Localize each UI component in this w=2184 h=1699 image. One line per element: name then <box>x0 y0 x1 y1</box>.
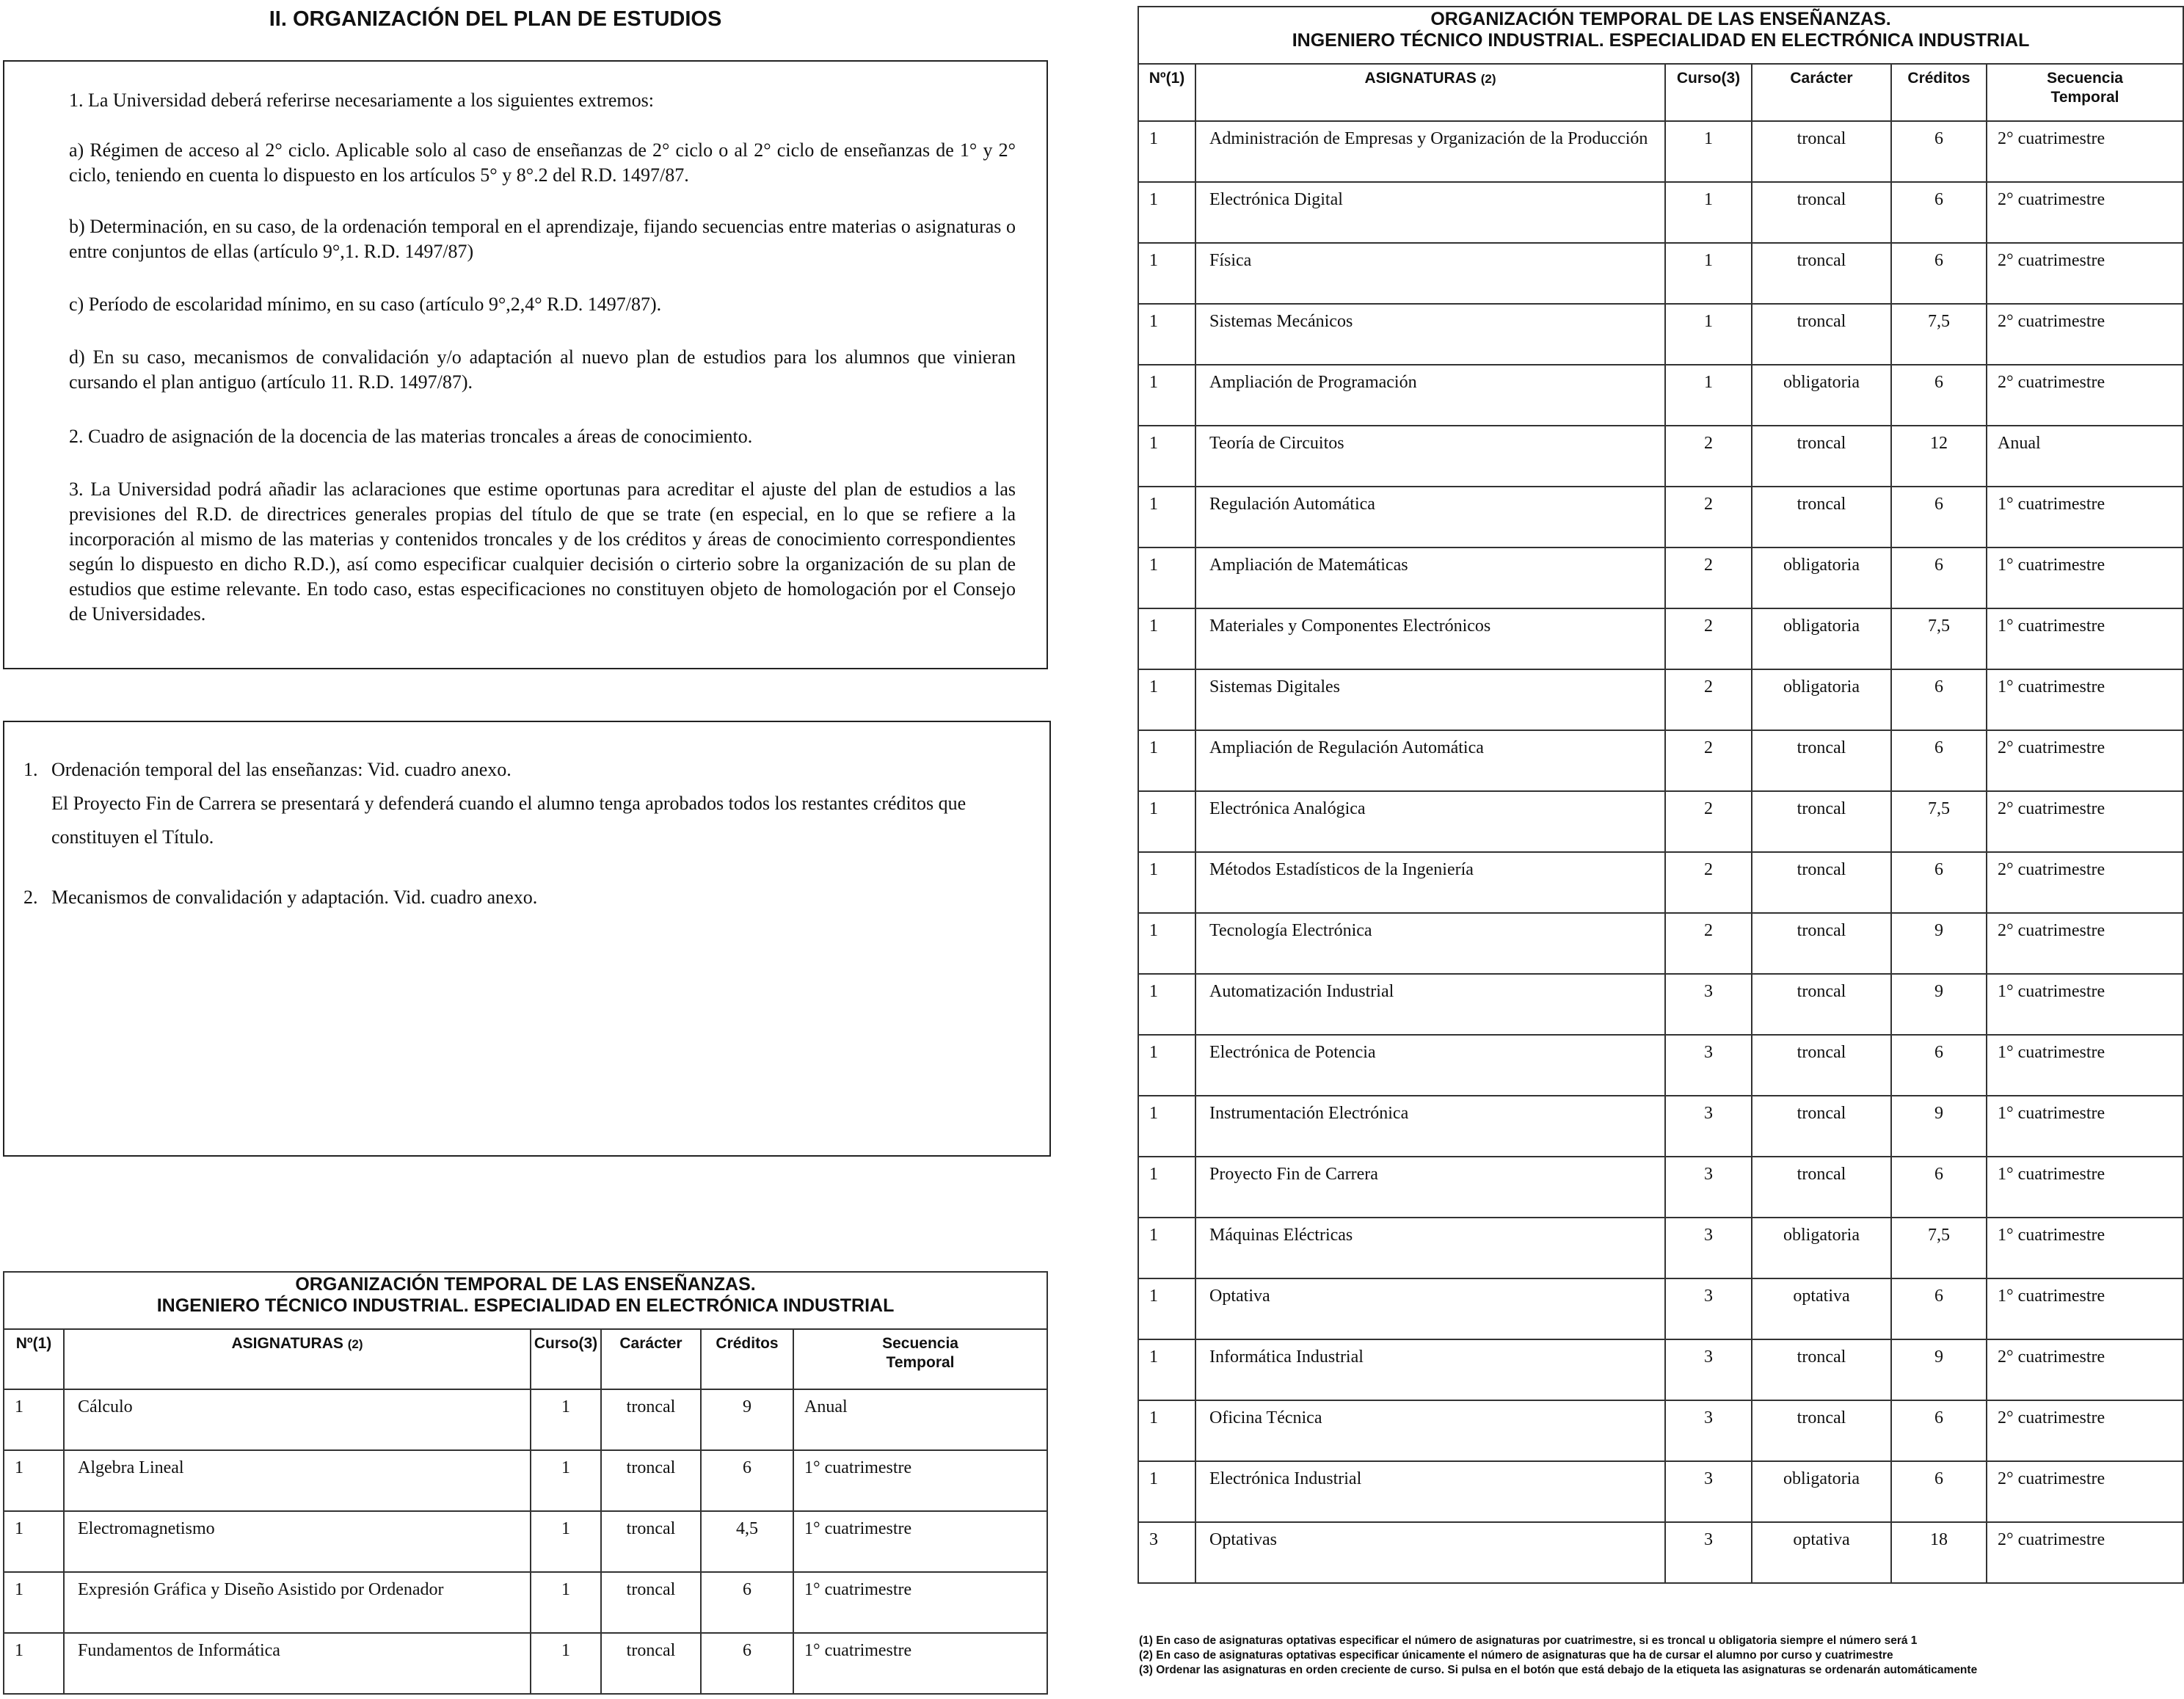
row-creditos: 9 <box>1891 1339 1987 1400</box>
table-row <box>1138 730 2183 791</box>
table-row <box>1138 304 2183 365</box>
row-asignatura: Ampliación de Programación <box>1195 365 1665 426</box>
row-caracter: obligatoria <box>1752 1461 1891 1522</box>
row-number: 1 <box>4 1572 64 1633</box>
row-creditos: 6 <box>1891 487 1987 547</box>
requirements-intro: 1. La Universidad deberá referirse necesariamente a los siguientes extremos: <box>69 90 654 111</box>
row-asignatura: Electrónica Analógica <box>1195 791 1665 852</box>
row-secuencia: 2° cuatrimestre <box>1987 1400 2183 1461</box>
row-curso: 1 <box>531 1450 601 1511</box>
row-caracter: troncal <box>1752 1096 1891 1157</box>
row-creditos: 12 <box>1891 426 1987 487</box>
row-caracter: troncal <box>601 1572 701 1633</box>
row-curso: 2 <box>1665 487 1752 547</box>
row-secuencia: 1° cuatrimestre <box>793 1450 1047 1511</box>
row-caracter: troncal <box>601 1511 701 1572</box>
table-row <box>1138 1035 2183 1096</box>
row-caracter: obligatoria <box>1752 669 1891 730</box>
requirement-2: 2. Cuadro de asignación de la docencia de las materias troncales a áreas de conocimiento. <box>69 426 753 447</box>
row-secuencia: 1° cuatrimestre <box>1987 1218 2183 1278</box>
row-creditos: 7,5 <box>1891 608 1987 669</box>
table-left-body <box>4 1389 1047 1694</box>
row-creditos: 6 <box>1891 243 1987 304</box>
row-asignatura: Oficina Técnica <box>1195 1400 1665 1461</box>
row-curso: 2 <box>1665 791 1752 852</box>
note-2-number: 2. <box>23 887 38 908</box>
row-creditos: 6 <box>1891 852 1987 913</box>
row-curso: 3 <box>1665 1278 1752 1339</box>
footnote-3: (3) Ordenar las asignaturas en orden creciente de curso. Si pulsa en el botón que está debajo de la etiqueta las asignaturas se ordenarán automáticamente <box>1139 1664 1978 1676</box>
row-curso: 1 <box>531 1389 601 1450</box>
table-row <box>1138 365 2183 426</box>
row-number: 1 <box>1138 365 1195 426</box>
row-curso: 3 <box>1665 1461 1752 1522</box>
row-number: 1 <box>1138 852 1195 913</box>
header-curso: Curso(3) <box>531 1329 601 1389</box>
row-curso: 3 <box>1665 1096 1752 1157</box>
header-secuencia-line-1: Secuencia <box>882 1335 958 1352</box>
table-row <box>4 1633 1047 1694</box>
row-secuencia: 2° cuatrimestre <box>1987 730 2183 791</box>
row-caracter: optativa <box>1752 1278 1891 1339</box>
row-number: 1 <box>1138 182 1195 243</box>
row-secuencia: 1° cuatrimestre <box>793 1633 1047 1694</box>
row-asignatura: Física <box>1195 243 1665 304</box>
row-number: 1 <box>1138 1096 1195 1157</box>
table-row <box>1138 1218 2183 1278</box>
row-caracter: obligatoria <box>1752 1218 1891 1278</box>
row-creditos: 6 <box>1891 182 1987 243</box>
row-caracter: troncal <box>1752 1035 1891 1096</box>
row-caracter: troncal <box>1752 730 1891 791</box>
row-curso: 3 <box>1665 1035 1752 1096</box>
row-asignatura: Ampliación de Matemáticas <box>1195 547 1665 608</box>
row-number: 1 <box>4 1633 64 1694</box>
header-curso: Curso(3) <box>1665 64 1752 121</box>
row-asignatura: Administración de Empresas y Organización de la Producción <box>1195 121 1665 182</box>
row-number: 1 <box>1138 1461 1195 1522</box>
row-number: 1 <box>1138 304 1195 365</box>
row-creditos: 6 <box>1891 1157 1987 1218</box>
header-secuencia-line-1: Secuencia <box>2047 70 2123 87</box>
table-row <box>1138 1096 2183 1157</box>
row-number: 1 <box>1138 913 1195 974</box>
table-row <box>4 1450 1047 1511</box>
row-creditos: 6 <box>1891 547 1987 608</box>
row-caracter: troncal <box>601 1633 701 1694</box>
row-caracter: troncal <box>1752 243 1891 304</box>
header-asignaturas-label: ASIGNATURAS <box>231 1335 343 1352</box>
row-creditos: 6 <box>1891 121 1987 182</box>
row-secuencia: 2° cuatrimestre <box>1987 365 2183 426</box>
footnote-2: (2) En caso de asignaturas optativas especificar únicamente el número de asignaturas que ha de cursar el alumno por curso y cuatrimestre <box>1139 1649 1893 1662</box>
row-creditos: 6 <box>701 1572 793 1633</box>
row-asignatura: Máquinas Eléctricas <box>1195 1218 1665 1278</box>
header-secuencia-line-2: Temporal <box>2050 89 2119 106</box>
row-number: 1 <box>1138 1400 1195 1461</box>
table-row <box>1138 547 2183 608</box>
row-asignatura: Optativa <box>1195 1278 1665 1339</box>
row-asignatura: Electromagnetismo <box>64 1511 531 1572</box>
row-creditos: 7,5 <box>1891 304 1987 365</box>
row-number: 1 <box>1138 426 1195 487</box>
notes-box <box>3 721 1051 1157</box>
row-creditos: 6 <box>1891 1400 1987 1461</box>
header-secuencia-line-2: Temporal <box>886 1354 955 1371</box>
header-asignaturas-ref: (2) <box>347 1337 363 1351</box>
requirement-a: a) Régimen de acceso al 2° ciclo. Aplicable solo al caso de enseñanzas de 2° ciclo o al 2° ciclo de enseñanzas de 1° y 2° ciclo, teniendo en cuenta lo dispuesto en los artículos 5° y 8°.2 del R.D. 1497/87. <box>69 139 1016 186</box>
row-asignatura: Expresión Gráfica y Diseño Asistido por Ordenador <box>64 1572 531 1633</box>
row-number: 1 <box>4 1389 64 1450</box>
row-asignatura: Métodos Estadísticos de la Ingeniería <box>1195 852 1665 913</box>
row-asignatura: Proyecto Fin de Carrera <box>1195 1157 1665 1218</box>
table-row <box>1138 121 2183 182</box>
table-right-title-line-1: ORGANIZACIÓN TEMPORAL DE LAS ENSEÑANZAS. <box>1430 9 1891 29</box>
header-secuencia <box>1987 64 2183 121</box>
header-secuencia <box>793 1329 1047 1389</box>
header-asignaturas <box>1195 64 1665 121</box>
row-curso: 2 <box>1665 608 1752 669</box>
row-creditos: 7,5 <box>1891 1218 1987 1278</box>
row-number: 1 <box>1138 974 1195 1035</box>
row-number: 1 <box>1138 1218 1195 1278</box>
footnote-1: (1) En caso de asignaturas optativas especificar el número de asignaturas por cuatrimestre, si es troncal u obligatoria siempre el número será 1 <box>1139 1634 1918 1647</box>
row-number: 1 <box>1138 1278 1195 1339</box>
row-curso: 1 <box>1665 365 1752 426</box>
row-asignatura: Teoría de Circuitos <box>1195 426 1665 487</box>
row-curso: 1 <box>531 1572 601 1633</box>
row-secuencia: 2° cuatrimestre <box>1987 1522 2183 1583</box>
row-number: 1 <box>1138 669 1195 730</box>
table-row <box>1138 852 2183 913</box>
row-number: 1 <box>1138 1035 1195 1096</box>
row-curso: 2 <box>1665 730 1752 791</box>
row-creditos: 9 <box>1891 1096 1987 1157</box>
table-row <box>1138 426 2183 487</box>
row-asignatura: Cálculo <box>64 1389 531 1450</box>
row-secuencia: 1° cuatrimestre <box>1987 1278 2183 1339</box>
row-creditos: 6 <box>701 1450 793 1511</box>
row-number: 1 <box>1138 547 1195 608</box>
row-creditos: 6 <box>1891 365 1987 426</box>
row-number: 1 <box>1138 1339 1195 1400</box>
table-row <box>1138 243 2183 304</box>
row-curso: 1 <box>1665 243 1752 304</box>
row-caracter: troncal <box>1752 913 1891 974</box>
table-right-title <box>1138 7 2183 64</box>
row-secuencia: 1° cuatrimestre <box>1987 547 2183 608</box>
row-curso: 1 <box>531 1511 601 1572</box>
row-number: 3 <box>1138 1522 1195 1583</box>
requirement-c: c) Período de escolaridad mínimo, en su caso (artículo 9°,2,4° R.D. 1497/87). <box>69 294 662 315</box>
row-caracter: obligatoria <box>1752 365 1891 426</box>
table-row <box>4 1511 1047 1572</box>
row-asignatura: Electrónica de Potencia <box>1195 1035 1665 1096</box>
row-creditos: 4,5 <box>701 1511 793 1572</box>
table-left <box>3 1271 1048 1695</box>
row-secuencia: Anual <box>1987 426 2183 487</box>
row-secuencia: 1° cuatrimestre <box>1987 1096 2183 1157</box>
note-1-line-a: Ordenación temporal del las enseñanzas: Vid. cuadro anexo. <box>51 759 512 780</box>
row-secuencia: 1° cuatrimestre <box>1987 974 2183 1035</box>
table-row <box>1138 1522 2183 1583</box>
row-number: 1 <box>1138 121 1195 182</box>
header-caracter: Carácter <box>601 1329 701 1389</box>
row-number: 1 <box>1138 791 1195 852</box>
table-row <box>1138 1339 2183 1400</box>
table-row <box>1138 791 2183 852</box>
row-creditos: 6 <box>1891 1461 1987 1522</box>
row-secuencia: 2° cuatrimestre <box>1987 1339 2183 1400</box>
row-number: 1 <box>1138 1157 1195 1218</box>
requirement-3: 3. La Universidad podrá añadir las aclaraciones que estime oportunas para acreditar el ajuste del plan de estudios a las previsiones del R.D. de directrices generales propias del título de que se trate (en especial, en lo que se refiere a la incorporación al mismo de las materias y contenidos troncales y de los créditos y áreas de conocimiento correspondientes según lo dispuesto en dicho R.D.), así como especificar cualquier decisión o cirterio sobre la organización de su plan de estudios que estime relevante. En todo caso, estas especificaciones no constituyen objeto de homologación por el Consejo de Universidades. <box>69 479 1016 625</box>
row-asignatura: Automatización Industrial <box>1195 974 1665 1035</box>
row-caracter: obligatoria <box>1752 608 1891 669</box>
row-curso: 1 <box>1665 182 1752 243</box>
table-row <box>1138 913 2183 974</box>
row-asignatura: Tecnología Electrónica <box>1195 913 1665 974</box>
table-left-title-line-2: INGENIERO TÉCNICO INDUSTRIAL. ESPECIALIDAD EN ELECTRÓNICA INDUSTRIAL <box>156 1295 895 1316</box>
row-asignatura: Informática Industrial <box>1195 1339 1665 1400</box>
row-curso: 3 <box>1665 1157 1752 1218</box>
row-asignatura: Optativas <box>1195 1522 1665 1583</box>
row-secuencia: 2° cuatrimestre <box>1987 1461 2183 1522</box>
note-1-text <box>51 753 1020 854</box>
row-secuencia: 2° cuatrimestre <box>1987 852 2183 913</box>
header-asignaturas-label: ASIGNATURAS <box>1364 70 1477 87</box>
footnotes <box>1139 1634 2174 1678</box>
row-curso: 1 <box>1665 304 1752 365</box>
row-curso: 1 <box>531 1633 601 1694</box>
requirements-box <box>3 60 1048 669</box>
note-1-number: 1. <box>23 759 38 780</box>
row-caracter: troncal <box>601 1389 701 1450</box>
row-curso: 3 <box>1665 1400 1752 1461</box>
row-creditos: 6 <box>1891 730 1987 791</box>
row-secuencia: 2° cuatrimestre <box>1987 243 2183 304</box>
table-row <box>1138 608 2183 669</box>
row-curso: 1 <box>1665 121 1752 182</box>
row-creditos: 18 <box>1891 1522 1987 1583</box>
row-curso: 2 <box>1665 913 1752 974</box>
row-secuencia: 2° cuatrimestre <box>1987 913 2183 974</box>
row-caracter: troncal <box>1752 304 1891 365</box>
row-number: 1 <box>1138 730 1195 791</box>
header-asignaturas <box>64 1329 531 1389</box>
header-num: Nº(1) <box>4 1329 64 1389</box>
table-row <box>4 1389 1047 1450</box>
row-number: 1 <box>1138 487 1195 547</box>
note-2-text: Mecanismos de convalidación y adaptación. Vid. cuadro anexo. <box>51 887 538 908</box>
row-secuencia: 1° cuatrimestre <box>793 1511 1047 1572</box>
row-creditos: 9 <box>1891 913 1987 974</box>
table-row <box>1138 669 2183 730</box>
row-curso: 3 <box>1665 1339 1752 1400</box>
row-caracter: troncal <box>1752 1339 1891 1400</box>
row-caracter: troncal <box>1752 1157 1891 1218</box>
row-creditos: 9 <box>701 1389 793 1450</box>
table-right-title-line-2: INGENIERO TÉCNICO INDUSTRIAL. ESPECIALIDAD EN ELECTRÓNICA INDUSTRIAL <box>1292 30 2030 51</box>
row-number: 1 <box>1138 608 1195 669</box>
table-row <box>1138 182 2183 243</box>
table-row <box>1138 487 2183 547</box>
row-caracter: troncal <box>1752 426 1891 487</box>
row-caracter: obligatoria <box>1752 547 1891 608</box>
row-number: 1 <box>4 1450 64 1511</box>
row-caracter: troncal <box>1752 182 1891 243</box>
row-secuencia: 1° cuatrimestre <box>1987 669 2183 730</box>
table-row <box>1138 1278 2183 1339</box>
row-asignatura: Sistemas Digitales <box>1195 669 1665 730</box>
table-right-body <box>1138 121 2183 1583</box>
header-num: Nº(1) <box>1138 64 1195 121</box>
row-secuencia: Anual <box>793 1389 1047 1450</box>
header-asignaturas-ref: (2) <box>1480 72 1496 86</box>
row-curso: 2 <box>1665 547 1752 608</box>
row-caracter: troncal <box>1752 487 1891 547</box>
table-row <box>1138 1157 2183 1218</box>
row-caracter: optativa <box>1752 1522 1891 1583</box>
requirement-b: b) Determinación, en su caso, de la ordenación temporal en el aprendizaje, fijando secuencias entre materias o asignaturas o entre conjuntos de ellas (artículo 9°,1. R.D. 1497/87) <box>69 216 1016 262</box>
row-secuencia: 1° cuatrimestre <box>1987 608 2183 669</box>
row-creditos: 6 <box>1891 1278 1987 1339</box>
row-secuencia: 2° cuatrimestre <box>1987 182 2183 243</box>
row-asignatura: Fundamentos de Informática <box>64 1633 531 1694</box>
row-caracter: troncal <box>601 1450 701 1511</box>
row-caracter: troncal <box>1752 791 1891 852</box>
row-asignatura: Electrónica Industrial <box>1195 1461 1665 1522</box>
row-number: 1 <box>4 1511 64 1572</box>
row-secuencia: 2° cuatrimestre <box>1987 791 2183 852</box>
row-creditos: 6 <box>1891 669 1987 730</box>
row-caracter: troncal <box>1752 121 1891 182</box>
section-title: II. ORGANIZACIÓN DEL PLAN DE ESTUDIOS <box>269 7 722 31</box>
row-secuencia: 2° cuatrimestre <box>1987 121 2183 182</box>
row-asignatura: Electrónica Digital <box>1195 182 1665 243</box>
note-1-line-b: El Proyecto Fin de Carrera se presentará y defenderá cuando el alumno tenga aprobados todos los restantes créditos que constituyen el Título. <box>51 793 967 848</box>
row-creditos: 9 <box>1891 974 1987 1035</box>
row-number: 1 <box>1138 243 1195 304</box>
row-secuencia: 1° cuatrimestre <box>1987 1035 2183 1096</box>
row-curso: 2 <box>1665 669 1752 730</box>
row-secuencia: 2° cuatrimestre <box>1987 304 2183 365</box>
row-curso: 2 <box>1665 852 1752 913</box>
row-asignatura: Regulación Automática <box>1195 487 1665 547</box>
row-curso: 2 <box>1665 426 1752 487</box>
table-row <box>1138 1461 2183 1522</box>
row-creditos: 6 <box>701 1633 793 1694</box>
table-left-title-line-1: ORGANIZACIÓN TEMPORAL DE LAS ENSEÑANZAS. <box>295 1274 756 1295</box>
row-caracter: troncal <box>1752 852 1891 913</box>
row-curso: 3 <box>1665 974 1752 1035</box>
table-row <box>1138 1400 2183 1461</box>
row-secuencia: 1° cuatrimestre <box>1987 1157 2183 1218</box>
row-curso: 3 <box>1665 1218 1752 1278</box>
row-caracter: troncal <box>1752 1400 1891 1461</box>
row-curso: 3 <box>1665 1522 1752 1583</box>
requirement-d: d) En su caso, mecanismos de convalidación y/o adaptación al nuevo plan de estudios para los alumnos que vinieran cursando el plan antiguo (artículo 11. R.D. 1497/87). <box>69 346 1016 393</box>
row-caracter: troncal <box>1752 974 1891 1035</box>
row-creditos: 6 <box>1891 1035 1987 1096</box>
row-secuencia: 1° cuatrimestre <box>793 1572 1047 1633</box>
row-asignatura: Instrumentación Electrónica <box>1195 1096 1665 1157</box>
header-caracter: Carácter <box>1752 64 1891 121</box>
row-secuencia: 1° cuatrimestre <box>1987 487 2183 547</box>
table-row <box>1138 974 2183 1035</box>
header-creditos: Créditos <box>701 1329 793 1389</box>
row-asignatura: Materiales y Componentes Electrónicos <box>1195 608 1665 669</box>
row-asignatura: Sistemas Mecánicos <box>1195 304 1665 365</box>
row-creditos: 7,5 <box>1891 791 1987 852</box>
table-row <box>4 1572 1047 1633</box>
header-creditos: Créditos <box>1891 64 1987 121</box>
row-asignatura: Algebra Lineal <box>64 1450 531 1511</box>
table-right <box>1138 6 2184 1584</box>
table-left-title <box>4 1272 1047 1329</box>
row-asignatura: Ampliación de Regulación Automática <box>1195 730 1665 791</box>
